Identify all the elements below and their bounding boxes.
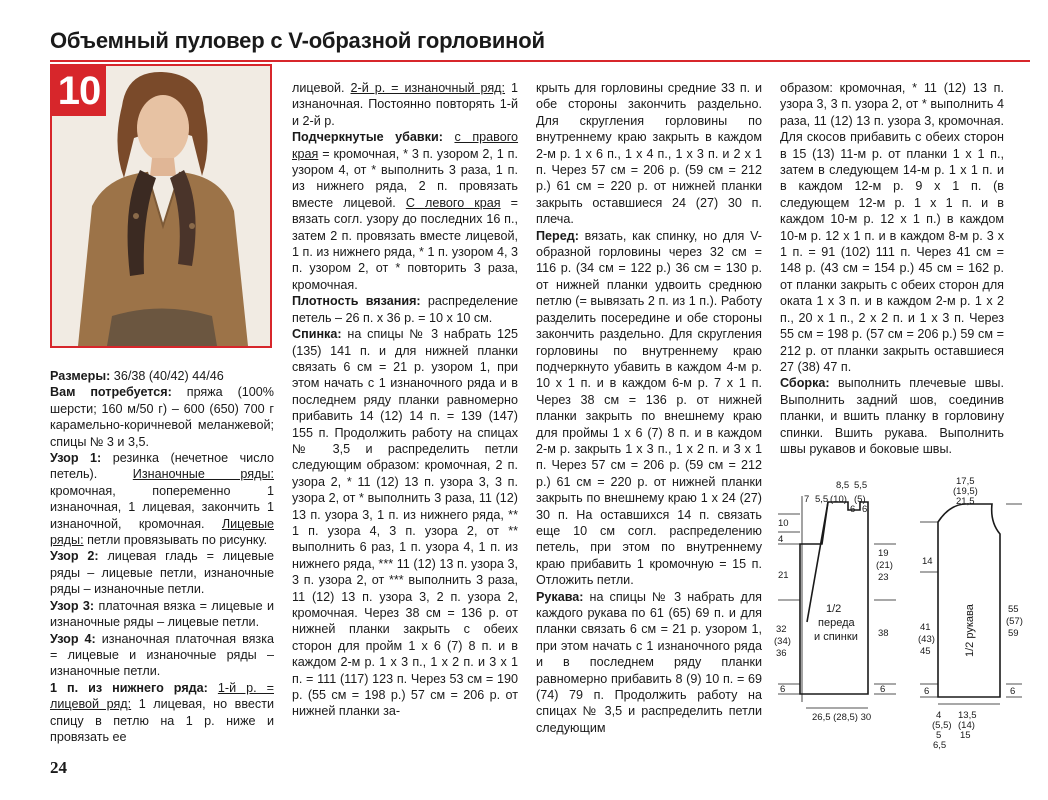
pattern4-label: Узор 4: (50, 631, 96, 646)
dim-left-10: 10 (778, 518, 789, 529)
dim-sl-left-41: 41 (920, 622, 931, 633)
dim-top-7: 7 (804, 494, 810, 505)
gauge-text: распределение петель – 26 п. х 36 р. = 10 х 10 см. (292, 294, 518, 325)
dim-right-6: 6 (880, 684, 886, 695)
dim-top-6a: 6 (850, 504, 856, 515)
stitch-text: 1 лицевая, но ввести спицу в петлю на 1 р. ниже и провязать ее (50, 697, 274, 744)
dim-sl-left-14: 14 (922, 556, 933, 567)
row2-text: 1 изнаночная. Постоянно повторять 1-й и 2-й р. (292, 81, 518, 128)
dim-sl-right-55: 55 (1008, 604, 1019, 615)
sleeves-continued: образом: кромочная, * 11 (12) 13 п. узора 3, 3 п. узора 2, от * выполнить 4 раза, 11 (12) 13 п. узора 3, кромочная. Для скосов прибавить с обеих сторон в 15 (13) 11-м р. от планки 1 х 1 п., затем в следующем 14-м р. 1 х 1 п. и в каждом 12-м р. 9 х 1 п. (в следующем 12-м р. 1 х 1 п. и в каждом 10-м р. 12 х 1 п.) в каждом 10-м р. 12 х 1 п. и в каждом 8-м р. 3 х 1 п. = 91 (102) 111 п. Через 41 см = 148 р. (43 см = 154 р.) 45 см = 162 р. от планки закрыть с обеих сторон для оката 1 х 3 п. и в каждом 2-м р. 1 х 2 п., 20 х 1 п., 2 х 2 п. и 1 х 3 п. Через 55 см = 198 р. (57 см = 206 р.) 59 см = 212 р. от планки закрыть оставшиеся 27 (38) 47 п. (780, 81, 1004, 374)
dim-right-21: (21) (876, 560, 893, 571)
text-column-3 (536, 80, 762, 736)
dim-right-38: 38 (878, 628, 889, 639)
front-text: вязать, как спинку, но для V-образной горловины через 32 см = 116 р. (34 см = 122 р.) 36 см = 130 р. от нижней планки удвоить среднюю петлю (= вывязать 2 п. из 1 п.). Работу разделить посередине и обе стороны закончить раздельно. Для скругления горловины по внутреннему краю подчеркнуто убавить в каждом 4-м р. 10 х 1 п. и в каждом 6-м р. 7 х 1 п. Через 38 см = 136 р. от нижней планки закрыть по внешнему краю для проймы 1 х 6 (7) 8 п. и в каждом 2-м р. закрыть 1 х 3 п., 1 х 2 п. и 3 х 1 п. Через 57 см = 206 р. (59 см = 212 р.) 61 см = 220 р. от нижней планки закрыть по внешнему краю 1 х 24 (27) 30 п. На оставшихся 14 п. связать еще 10 см согл. распределению петель, при этом по внутреннему краю прибавить 1 кромочную = 15 п. Отложить петли. (536, 228, 762, 588)
dim-sl-bottom-5: 5 (936, 730, 942, 741)
assembly-label: Сборка: (780, 376, 830, 391)
pattern3-text: платочная вязка = лицевые и изнаночные ряды – лицевые петли. (50, 598, 274, 630)
dim-left-21: 21 (778, 570, 789, 581)
dim-sl-bottom-55: (5,5) (932, 720, 952, 731)
decreases-left-text: = вязать согл. узору до последних 16 п., затем 2 п. провязать вместе лицевой, 1 п. из нижнего ряда, * 1 п. узором 4, 3 п. узором 2, от * повторить 3 раза, кромочная. (292, 195, 519, 292)
body-label-3: и спинки (814, 631, 858, 643)
dim-top-85: 8,5 (836, 480, 850, 491)
dim-left-34: (34) (774, 636, 791, 647)
dim-top-55c: 5,5 (854, 480, 868, 491)
row2-label: 2-й р. = изнаночный ряд: (350, 81, 506, 95)
dim-sl-left-43: (43) (918, 634, 935, 645)
front-label: Перед: (536, 228, 579, 243)
pattern1-wrong-text: кромочная, попеременно 1 изнаночная, 1 лицевая, закончить 1 изнаночной, кромочная. (50, 483, 274, 531)
dim-sl-left-45: 45 (920, 646, 931, 657)
dim-top-10: (10) (830, 494, 847, 505)
pattern1-right-text: петли провязывать по рисунку. (83, 533, 268, 548)
pattern4-text: изнаночная платочная вязка = лицевые и изнаночные ряды – изнаночные петли. (50, 631, 274, 679)
pattern3-label: Узор 3: (50, 598, 95, 613)
text-column-2 (292, 80, 518, 720)
dim-left-36: 36 (776, 648, 787, 659)
gauge-label: Плотность вязания: (292, 294, 421, 309)
v-neck-line (807, 502, 828, 622)
sleeves-label: Рукава: (536, 589, 584, 604)
assembly-text: выполнить плечевые швы. Выполнить задний шов, соединив планки, и вшить планку в горловину спинки. Вшить рукава. Выполнить швы рукавов и боковые швы. (780, 376, 1004, 456)
dim-sl-bottom-15: 15 (960, 730, 971, 741)
sizes-label: Размеры: (50, 369, 111, 383)
dim-left-6: 6 (780, 684, 786, 695)
dim-bottom-body: 26,5 (28,5) 30 (812, 712, 872, 723)
pattern2-label: Узор 2: (50, 549, 99, 564)
decreases-right-label: с правого края (292, 130, 519, 161)
decreases-label: Подчеркнутые убавки: (292, 130, 443, 145)
title-divider (50, 60, 1030, 62)
pattern-number-badge: 10 (52, 66, 106, 116)
text-column-1 (50, 368, 274, 745)
pattern1-label: Узор 1: (50, 451, 102, 466)
dim-sl-right-6: 6 (1010, 686, 1016, 697)
body-label-2: переда (818, 617, 855, 629)
dim-top-55: 5,5 (815, 494, 829, 505)
materials-label: Вам потребуется: (50, 385, 172, 400)
pattern1-wrong-label: Изнаночные ряды: (132, 467, 274, 482)
decreases-right-text: = кромочная, * 3 п. узором 2, 1 п. узором 4, от * выполнить 3 раза, 1 п. из нижнего ряда, 2 п. провязать вместе лицевой. (292, 146, 518, 210)
pattern1-right-label: Лицевые ряды: (50, 516, 274, 548)
dim-top-5b: (5) (854, 494, 866, 505)
dim-sl-top-215: 21,5 (956, 496, 975, 507)
dim-sl-bottom-135: 13,5 (958, 710, 977, 721)
decreases-left-label: С левого края (405, 195, 501, 210)
sleeves-text: на спицы № 3 набрать для каждого рукава по 61 (65) 69 п. и для планки связать 6 см = 21 р. узором 1, при этом начать с 1 изнаночного ряда и в последнем ряду планки равномерно прибавить 8 (9) 10 п. = 69 (74) 79 п. Продолжить работу на спицах № 3,5 и распределить петли следующим (536, 589, 762, 735)
back-continued: крыть для горловины средние 33 п. и обе стороны закончить раздельно. Для скругления горловины по внутреннему краю закрыть в каждом 2-м р. 1 х 6 п., 1 х 4 п., 1 х 3 п. и 2 х 1 п. Через 57 см = 206 р. (59 см = 212 р.) 61 см = 220 р. от нижней планки закрыть оставшиеся 24 (27) 30 п. плеча. (536, 81, 762, 227)
body-piece-outline (800, 502, 868, 694)
dim-top-6b: 6 (862, 504, 868, 515)
text-column-4 (780, 80, 1004, 457)
dim-left-4: 4 (778, 534, 784, 545)
page-title: Объемный пуловер с V-образной горловиной (50, 28, 545, 53)
back-text: на спицы № 3 набрать 125 (135) 141 п. и для нижней планки связать 6 см = 21 р. узором 1, при этом начать с 1 изнаночного ряда и в последнем ряду планки равномерно прибавить 14 (12) 14 п. = 139 (147) 155 п. Продолжить работу на спицах № 3,5 и распределить петли следующим образом: кромочная, 2 п. узора 2, * 11 (12) 13 п. узора 3, 3 п. узора 2, от * выполнить 3 раза, 11 (12) 13 п. узора 3, 1 п. из нижнего ряда, ** 1 п. узора 4, 3 п. узора 2, от ** выполнить 6 раз, 1 п. узора 4, 1 п. из нижнего ряда, *** 11 (12) 13 п. узора 3, 3 п. узора 2, от *** выполнить 3 раза, 11 (12) 13 п. узора 3, 2 п. узора 2, кромочная. Через 38 см = 136 р. от нижней планки закрыть с обеих сторон для пройм 1 х 6 (7) 8 п. и в каждом 2-м р. 1 х 3 п., 1 х 2 п. и 3 х 1 п. = 111 (117) 123 п. Через 53 см = 190 р. (55 см = 198 р.) 57 см = 206 р. от нижней планки за- (292, 327, 518, 719)
back-label: Спинка: (292, 327, 342, 342)
dim-right-23: 23 (878, 572, 889, 583)
dim-sl-top-175: 17,5 (956, 476, 975, 487)
dim-sl-right-57: (57) (1006, 616, 1023, 627)
sleeve-label: 1/2 рукава (964, 604, 976, 657)
dim-sl-top-195: (19,5) (953, 486, 978, 497)
dim-left-32: 32 (776, 624, 787, 635)
dim-sl-left-6: 6 (924, 686, 930, 697)
page-number: 24 (50, 758, 67, 777)
pattern2-text: лицевая гладь = лицевые ряды – лицевые петли, изнаночные ряды – изнаночные петли. (50, 549, 274, 597)
dim-sl-right-59: 59 (1008, 628, 1019, 639)
pattern-schematic (770, 472, 1030, 762)
stitch-row1-label: 1-й р. = лицевой ряд: (50, 680, 274, 712)
dim-sl-bottom-14: (14) (958, 720, 975, 731)
body-label-1: 1/2 (826, 603, 842, 615)
materials-text: пряжа (100% шерсти; 160 м/50 г) – 600 (650) 700 г карамельно-коричневой меланжевой; спицы № 3 и 3,5. (50, 385, 274, 449)
stitch-label: 1 п. из нижнего ряда: (50, 680, 208, 695)
sleeve-piece-outline (938, 504, 1000, 697)
dim-sl-bottom-4: 4 (936, 710, 942, 721)
pattern1-text: резинка (нечетное число петель). (50, 451, 274, 482)
stitch-continued: лицевой. (292, 81, 351, 95)
dim-sl-bottom-65: 6,5 (933, 740, 947, 751)
dim-right-19: 19 (878, 548, 889, 559)
sizes-text: 36/38 (40/42) 44/46 (110, 369, 224, 383)
